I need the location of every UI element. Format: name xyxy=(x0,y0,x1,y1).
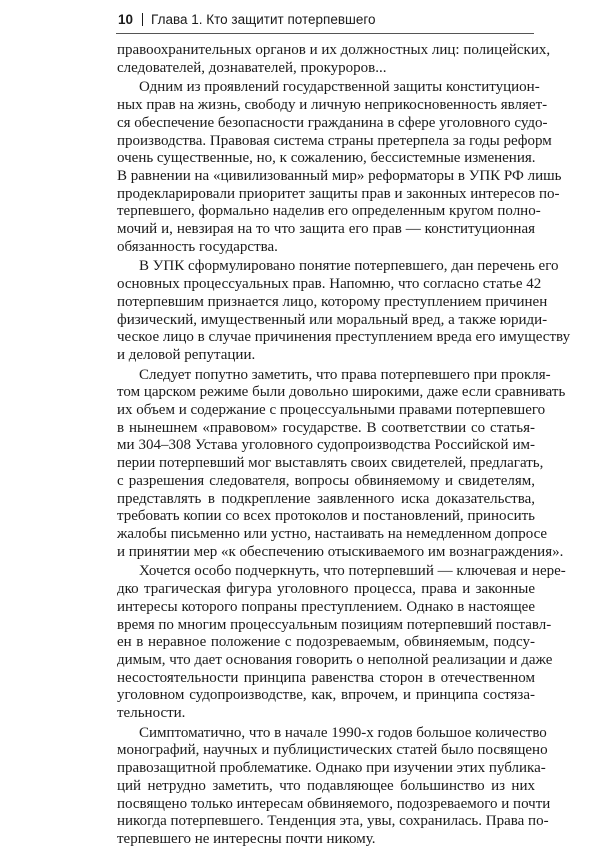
text-line: требовать копии со всех протоколов и постановлений, приносить xyxy=(117,508,535,525)
text-line: ся обеспечение безопасности гражданина в сфере уголовного судо- xyxy=(117,114,548,131)
text-line: том царском режиме были довольно широкими, даже если сравнивать xyxy=(117,384,566,401)
text-line: димым, что дает основания говорить о неполной реализации и даже xyxy=(117,651,553,668)
text-line: жалобы письменно или устно, настаивать на немедленном допросе xyxy=(117,525,548,542)
text-line: терпевшего, формально наделив его определенным кругом полно- xyxy=(117,203,541,220)
text-line: следователей, дознавателей, прокуроров... xyxy=(117,59,387,76)
paragraph xyxy=(117,79,562,256)
running-head xyxy=(118,11,375,29)
text-line: обязанность государства. xyxy=(117,238,278,255)
text-line: основных процессуальных прав. Напомню, что согласно статье 42 xyxy=(117,276,542,293)
text-line: посвящено только интересам обвиняемого, подозреваемого и почти xyxy=(117,795,551,812)
chapter-label: Глава 1. xyxy=(151,12,203,27)
text-line: уголовном судопроизводстве, как, впрочем, и принципа состяза- xyxy=(117,687,535,704)
text-line: физический, имущественный или моральный вред, а также юриди- xyxy=(117,311,548,328)
text-line: В равнении на «цивилизованный мир» реформаторы в УПК РФ лишь xyxy=(117,167,562,184)
paragraph xyxy=(117,724,551,849)
text-line: тельности. xyxy=(117,705,186,722)
text-line: правоохранительных органов и их должностных лиц: полицейских, xyxy=(117,42,551,58)
text-line: и принятии мер «к обеспечению отыскиваемого им вознаграждения». xyxy=(117,543,564,560)
paragraph xyxy=(117,563,566,722)
text-line: представлять в подкрепление заявленного иска доказательства, xyxy=(117,490,535,507)
text-line: Симптоматично, что в начале 1990-х годов большое количество xyxy=(139,724,547,741)
text-line: продекларировали приоритет защиты прав и законных интересов по- xyxy=(117,185,560,202)
text-line: монографий, научных и публицистических статей было посвящено xyxy=(117,742,548,759)
text-line: Следует попутно заметить, что права потерпевшего при прокля- xyxy=(139,366,551,383)
text-line: ен в неравное положение с подозреваемым, обвиняемым, подсу- xyxy=(117,634,535,651)
text-line: ций нетрудно заметить, что подавляющее большинство из них xyxy=(117,777,535,794)
header-separator xyxy=(142,13,143,26)
text-line: дко трагическая фигура уголовного процесса, права и законные xyxy=(117,581,535,598)
text-line: интересы которого попраны преступлением. Однако в настоящее xyxy=(117,598,535,615)
text-line: с разрешения следователя, вопросы обвиняемому и свидетелям, xyxy=(117,472,535,489)
text-line: Одним из проявлений государственной защиты конституцион- xyxy=(139,79,540,96)
text-line: В УПК сформулировано понятие потерпевшего, дан перечень его xyxy=(139,258,559,275)
text-line: производства. Правовая система страны претерпела за годы реформ xyxy=(117,132,552,149)
header-rule xyxy=(116,33,534,34)
text-line: в нынешнем «правовом» государстве. В соответствии со статья- xyxy=(117,419,535,436)
text-line: потерпевшим признается лицо, которому преступлением причинен xyxy=(117,293,548,310)
chapter-title: Кто защитит потерпевшего xyxy=(206,12,376,27)
text-line: ческое лицо в случае причинения преступлением вреда его имуществу xyxy=(117,329,571,346)
text-line: мочий и, невзирая на то что защита его прав — конституционная xyxy=(117,221,535,238)
text-line: никогда потерпевшего. Тенденция эта, увы, сохранилась. Права по- xyxy=(117,813,549,830)
text-line: время по многим процессуальным позициям потерпевший поставл- xyxy=(117,616,552,633)
text-line: терпевшего не интересны почти никому. xyxy=(117,830,376,847)
text-line: ных прав на жизнь, свободу и личную неприкосновенность являет- xyxy=(117,97,548,114)
paragraph xyxy=(117,42,551,77)
page-number: 10 xyxy=(118,12,134,27)
text-line: их объем и содержание с процессуальными правами потерпевшего xyxy=(117,402,546,419)
body-text xyxy=(117,42,571,849)
text-line: перии потерпевший мог выставлять своих свидетелей, предлагать, xyxy=(117,455,544,472)
text-line: очень существенные, но, к сожалению, бессистемные изменения. xyxy=(117,150,536,167)
text-line: ми 304–308 Устава уголовного судопроизводства Российской им- xyxy=(117,437,535,454)
paragraph xyxy=(117,366,566,562)
text-line: правозащитной проблематике. Однако при изучении этих публика- xyxy=(117,760,546,777)
text-line: и деловой репутации. xyxy=(117,346,256,363)
paragraph xyxy=(117,258,571,364)
text-line: Хочется особо подчеркнуть, что потерпевший — ключевая и нере- xyxy=(139,563,566,580)
text-line: несостоятельности принципа равенства сторон в отечественном xyxy=(117,669,535,686)
